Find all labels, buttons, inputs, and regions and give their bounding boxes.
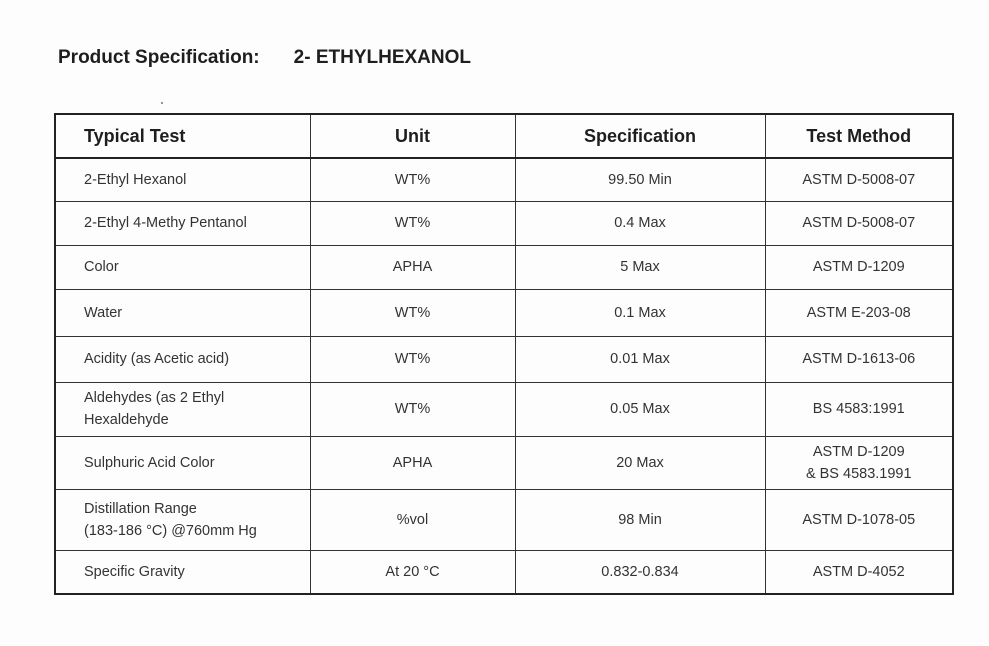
table-row — [55, 336, 953, 382]
cell-method — [765, 382, 953, 436]
cell-test-line: Specific Gravity — [84, 563, 185, 580]
table-row — [55, 289, 953, 336]
cell-specification: 0.01 Max — [515, 336, 765, 382]
cell-method — [765, 201, 953, 245]
table-row — [55, 550, 953, 594]
cell-unit: WT% — [310, 158, 515, 201]
cell-method-line: ASTM D-1078-05 — [802, 511, 916, 528]
cell-unit: APHA — [310, 245, 515, 289]
header-test-method: Test Method — [765, 114, 953, 158]
cell-method-line: ASTM E-203-08 — [806, 304, 911, 321]
cell-test-line: (183-186 °C) @760mm Hg — [84, 522, 257, 539]
table-row — [55, 436, 953, 489]
cell-unit: WT% — [310, 201, 515, 245]
heading-label: Product Specification: — [58, 47, 260, 68]
cell-test — [55, 245, 310, 289]
table-row — [55, 158, 953, 201]
cell-specification: 0.1 Max — [515, 289, 765, 336]
cell-method — [765, 158, 953, 201]
specification-table — [54, 113, 954, 595]
cell-unit: WT% — [310, 336, 515, 382]
cell-test-line: Sulphuric Acid Color — [84, 454, 215, 471]
cell-test — [55, 550, 310, 594]
cell-specification: 99.50 Min — [515, 158, 765, 201]
cell-test-line: Acidity (as Acetic acid) — [84, 351, 230, 367]
cell-method — [765, 550, 953, 594]
cell-method-line: ASTM D-5008-07 — [802, 171, 916, 188]
cell-test — [55, 158, 310, 201]
cell-method — [765, 489, 953, 550]
cell-test-line: 2-Ethyl 4-Methy Pentanol — [84, 215, 247, 231]
cell-unit: WT% — [310, 289, 515, 336]
cell-specification: 0.05 Max — [515, 382, 765, 436]
cell-method-line: ASTM D-1613-06 — [802, 351, 916, 367]
cell-method-line: & BS 4583.1991 — [805, 465, 912, 482]
cell-unit: %vol — [310, 489, 515, 550]
cell-test — [55, 336, 310, 382]
table-header-row — [55, 114, 953, 158]
cell-unit: WT% — [310, 382, 515, 436]
cell-test — [55, 436, 310, 489]
cell-specification: 0.4 Max — [515, 201, 765, 245]
cell-test-line: Hexaldehyde — [84, 412, 169, 428]
cell-unit: At 20 °C — [310, 550, 515, 594]
header-specification: Specification — [515, 114, 765, 158]
page-title — [58, 47, 471, 69]
cell-test-line: Water — [84, 304, 123, 321]
cell-method — [765, 336, 953, 382]
table-row — [55, 245, 953, 289]
cell-method-line: ASTM D-1209 — [812, 259, 905, 275]
header-unit: Unit — [310, 114, 515, 158]
cell-test — [55, 489, 310, 550]
cell-method — [765, 245, 953, 289]
product-name: 2- ETHYLHEXANOL — [293, 47, 471, 68]
cell-specification: 98 Min — [515, 489, 765, 550]
cell-specification: 20 Max — [515, 436, 765, 489]
cell-method-line: ASTM D-5008-07 — [802, 215, 916, 231]
scan-speck — [161, 102, 163, 104]
cell-method — [765, 436, 953, 489]
cell-test-line: 2-Ethyl Hexanol — [84, 171, 187, 188]
table-row — [55, 201, 953, 245]
cell-test — [55, 289, 310, 336]
cell-method-line: ASTM D-1209 — [812, 443, 905, 460]
cell-test-line: Color — [84, 259, 119, 275]
header-typical-test: Typical Test — [55, 114, 310, 158]
cell-method — [765, 289, 953, 336]
cell-test-line: Aldehydes (as 2 Ethyl — [84, 390, 225, 406]
cell-method-line: ASTM D-4052 — [812, 563, 905, 580]
cell-specification: 0.832-0.834 — [515, 550, 765, 594]
cell-specification: 5 Max — [515, 245, 765, 289]
table-row — [55, 382, 953, 436]
cell-unit: APHA — [310, 436, 515, 489]
table-row — [55, 489, 953, 550]
cell-test — [55, 201, 310, 245]
cell-method-line: BS 4583:1991 — [812, 401, 905, 417]
cell-test-line: Distillation Range — [84, 500, 197, 517]
cell-test — [55, 382, 310, 436]
